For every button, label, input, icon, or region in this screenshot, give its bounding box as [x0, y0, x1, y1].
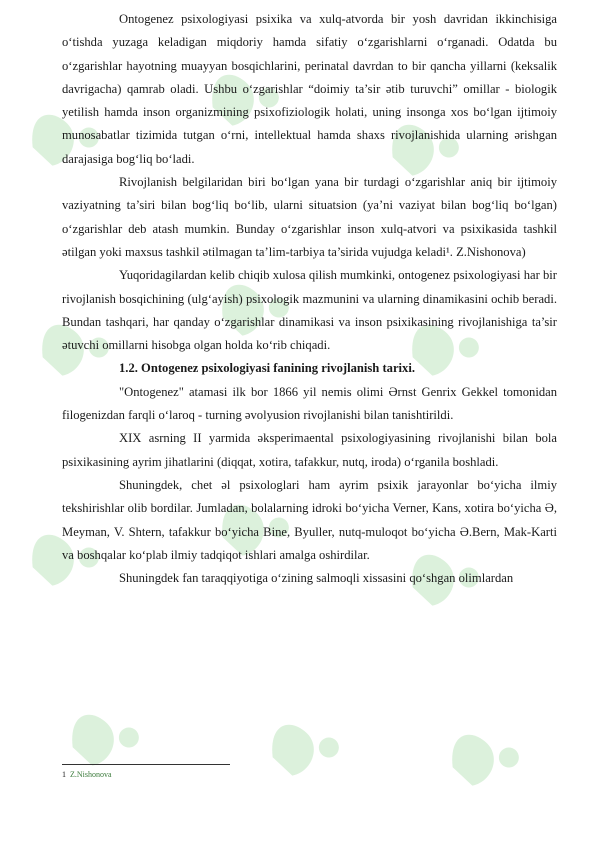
document-body: [62, 8, 557, 590]
paragraph-4: "Ontogenez" atamasi ilk bor 1866 yil nemis olimi Ərnst Genrix Gekkel tomonidan filogenizdan farqli o‘laroq - turning əvolyusion rivojlanishi bilan tanishtirildi.: [62, 384, 557, 423]
paragraph-7: Shuningdek fan taraqqiyotiga o‘zining salmoqli xissasini qo‘shgan olimlardan: [119, 571, 514, 586]
footnote-text: Z.Nishonova: [70, 770, 112, 779]
paragraph-6: Shuningdek, chet əl psixologlari ham ayrim psixik jarayonlar bo‘yicha ilmiy tekshirishlar olib bordilar. Jumladan, bolalarning idroki bo‘yicha Verner, Kans, xotira bo‘yicha Ə, Meyman, V. Shtern, tafakkur bo‘yicha Bine, Byuller, nutq-muloqot bo‘yicha Ə.Bern, Mak-Karti va boshqalar ko‘plab ilmiy tadqiqot ishlari amalga oshirdilar.: [62, 477, 557, 562]
paragraph-2: Rivojlanish belgilaridan biri bo‘lgan yana bir turdagi o‘zgarishlar aniq bir ijtimoiy vaziyatning ta’siri bilan bog‘liq bo‘lib, ularni situatsion (ya’ni vaziyat bilan bog‘liq bo‘lgan) o‘zgarishlar deb atash mumkin. Bunday o‘zgarishlar inson xulq-atvori va psixikasida tashkil ətilgan yoki maxsus tashkil ətilmagan ta’lim-tarbiya ta’sirida vujudga keladi¹. Z.Nishonova): [62, 175, 557, 259]
footnote-marker: 1: [62, 770, 66, 779]
footnote: [62, 770, 112, 780]
paragraph-3: Yuqoridagilardan kelib chiqib xulosa qilish mumkinki, ontogenez psixologiyasi har bir rivojlanish bosqichining (ulg‘ayish) psixologik mazmunini va ularning dinamikasini ochib beradi. Bundan tashqari, har qanday o‘zgarishlar dinamikasi va inson psixikasining rivojlanishiga ta’sir ətuvchi omillarni hisobga olgan holda ko‘rib chiqadi.: [62, 268, 557, 353]
paragraph-1: Ontogenez psixologiyasi psixika va xulq-atvorda bir yosh davridan ikkinchisiga o‘tishda yuzaga keladigan miqdoriy hamda sifatiy o‘zgarishlarni o‘rganadi. Odatda bu o‘zgarishlar hayotning muayyan bosqichlarini, perinatal davrdan to bir qancha yillarni (keksalik davrigacha) qamrab oladi. Ushbu o‘zgarishlar “doimiy ta’sir ətib turuvchi” omillar - biologik yetilish hamda inson organizmining psixofiziologik holati, uning insonga xos bo‘lgan ijtimoiy munosabatlar tizimida tutgan o‘rni, intellektual hamda shaxs rivojlanishida ularning ərishgan darajasiga bog‘liq bo‘ladi.: [62, 12, 557, 166]
paragraph-5: XIX asrning II yarmida əksperimaental psixologiyasining rivojlanishi bilan bola psixikasining ayrim jihatlarini (diqqat, xotira, tafakkur, nutq, iroda) o‘rganila boshladi.: [62, 431, 557, 469]
section-heading: 1.2. Ontogenez psixologiyasi fanining rivojlanish tarixi.: [119, 361, 415, 376]
footnote-divider: [62, 764, 230, 765]
